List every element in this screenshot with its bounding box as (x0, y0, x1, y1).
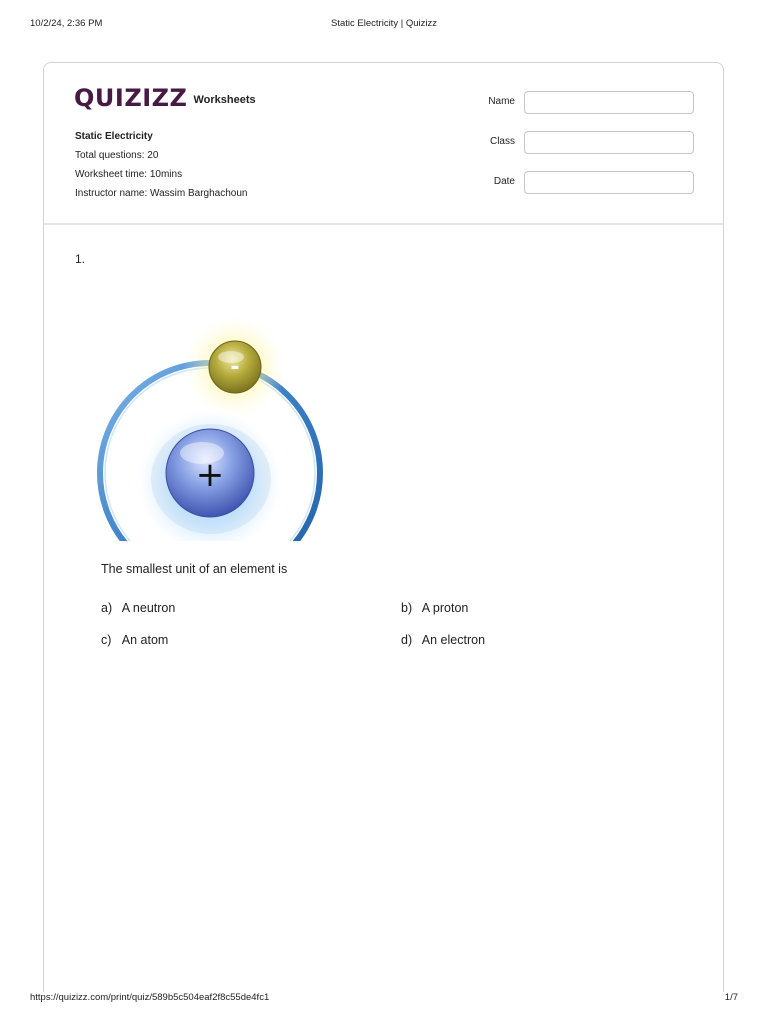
question-number: 1. (75, 252, 86, 266)
class-field-row (464, 131, 695, 155)
question-text: The smallest unit of an element is (101, 562, 288, 576)
worksheet-header (44, 63, 723, 225)
print-header (0, 18, 768, 34)
print-page-title: Static Electricity | Quizizz (331, 18, 437, 29)
name-input[interactable] (524, 91, 694, 114)
option-letter: d) (401, 633, 413, 647)
option-text: A proton (421, 601, 469, 615)
nucleus-plus-sign: + (195, 455, 225, 495)
option-a (101, 601, 175, 615)
date-field-row (464, 171, 695, 195)
logo-subtitle: Worksheets (193, 94, 256, 106)
class-input[interactable] (524, 131, 694, 154)
quizizz-logo (74, 85, 256, 111)
print-page-indicator: 1/7 (724, 992, 738, 1003)
worksheet-page (43, 62, 724, 992)
worksheet-time: Worksheet time: 10mins (75, 169, 183, 180)
option-letter: c) (101, 633, 112, 647)
class-label: Class (489, 136, 515, 147)
atom-illustration (94, 261, 344, 541)
instructor-name: Instructor name: Wassim Barghachoun (75, 188, 248, 199)
option-d (401, 633, 485, 647)
total-questions: Total questions: 20 (75, 150, 159, 161)
worksheet-title: Static Electricity (75, 131, 153, 142)
print-datetime: 10/2/24, 2:36 PM (30, 18, 103, 29)
option-text: An electron (421, 633, 486, 647)
option-letter: b) (401, 601, 413, 615)
option-text: An atom (121, 633, 169, 647)
print-url[interactable]: https://quizizz.com/print/quiz/589b5c504eaf2f8c55de4fc1 (30, 992, 270, 1003)
name-field-row (464, 91, 695, 115)
option-letter: a) (101, 601, 113, 615)
electron-minus-sign: - (230, 355, 240, 380)
option-c (101, 633, 168, 647)
worksheet-meta (75, 127, 247, 203)
option-b (401, 601, 468, 615)
date-label: Date (493, 176, 515, 187)
logo-wordmark: QUIZIZZ (74, 84, 188, 112)
name-label: Name (488, 96, 515, 107)
option-text: A neutron (121, 601, 176, 615)
date-input[interactable] (524, 171, 694, 194)
